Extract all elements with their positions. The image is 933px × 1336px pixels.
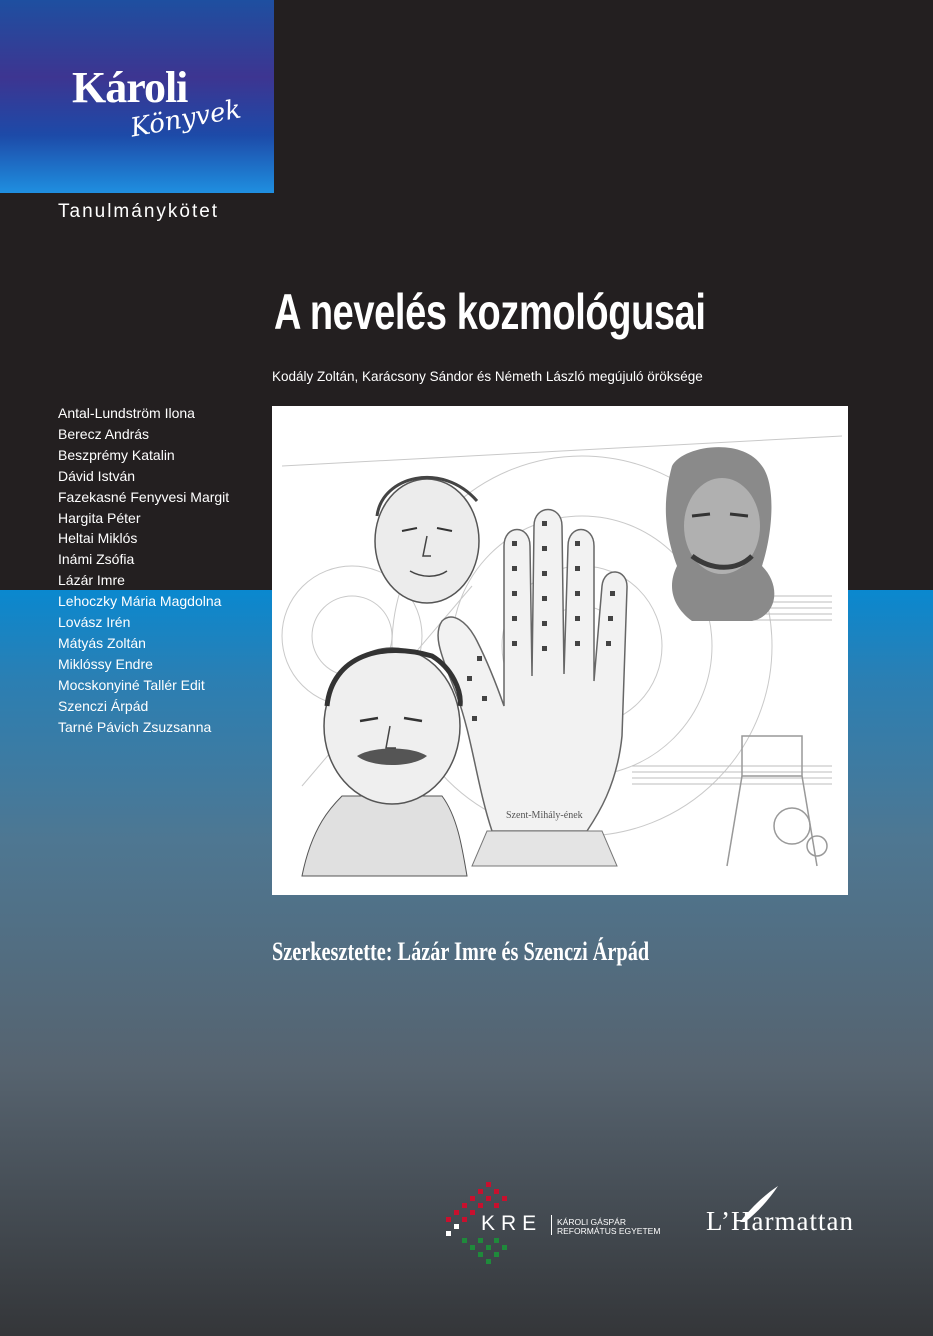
author-name: Dávid István [58, 467, 136, 484]
harmattan-logo-text: L’Harmattan [706, 1206, 854, 1236]
kre-separator [551, 1215, 552, 1235]
portrait-print-top-right [666, 447, 775, 621]
book-subtitle: Kodály Zoltán, Karácsony Sándor és Németh László megújuló öröksége [272, 369, 703, 384]
cover-illustration [272, 406, 848, 895]
author-name: Lázár Imre [58, 572, 125, 589]
series-logo [0, 0, 274, 193]
hand-caption: Szent-Mihály-ének [506, 810, 583, 821]
book-title: A nevelés kozmológusai [274, 284, 706, 340]
illustration-collage [272, 406, 848, 895]
kre-name-line1: KÁROLI GÁSPÁR [557, 1217, 626, 1227]
author-name: Mátyás Zoltán [58, 634, 146, 651]
book-editors: Szerkesztette: Lázár Imre és Szenczi Árpád [272, 937, 650, 966]
author-name: Antal-Lundström Ilona [58, 405, 195, 421]
author-name: Berecz András [58, 425, 150, 442]
kre-letters: KRE [481, 1212, 543, 1235]
author-list [58, 403, 229, 738]
author-name: Mocskonyiné Tallér Edit [58, 676, 205, 693]
author-name: Hargita Péter [58, 509, 141, 526]
author-name: Fazekasné Fenyvesi Margit [58, 488, 230, 505]
portrait-sketch-top-left [375, 477, 479, 603]
author-name: Beszprémy Katalin [58, 446, 175, 463]
author-name: Heltai Miklós [58, 530, 138, 547]
author-name: Inámi Zsófia [58, 551, 135, 568]
author-name: Miklóssy Endre [58, 655, 153, 672]
portrait-sketch-bottom-left [302, 648, 467, 876]
machinery-sketch [727, 736, 827, 866]
series-logo-main: Károli [72, 63, 188, 112]
kre-name-line2: REFORMÁTUS EGYETEM [557, 1226, 661, 1236]
author-name: Lehoczky Mária Magdolna [58, 593, 222, 610]
series-type: Tanulmánykötet [58, 201, 220, 222]
author-name: Szenczi Árpád [58, 697, 149, 714]
author-name: Tarné Pávich Zsuzsanna [58, 718, 212, 735]
author-name: Lovász Irén [58, 614, 131, 631]
series-logo-script: Könyvek [128, 94, 244, 144]
